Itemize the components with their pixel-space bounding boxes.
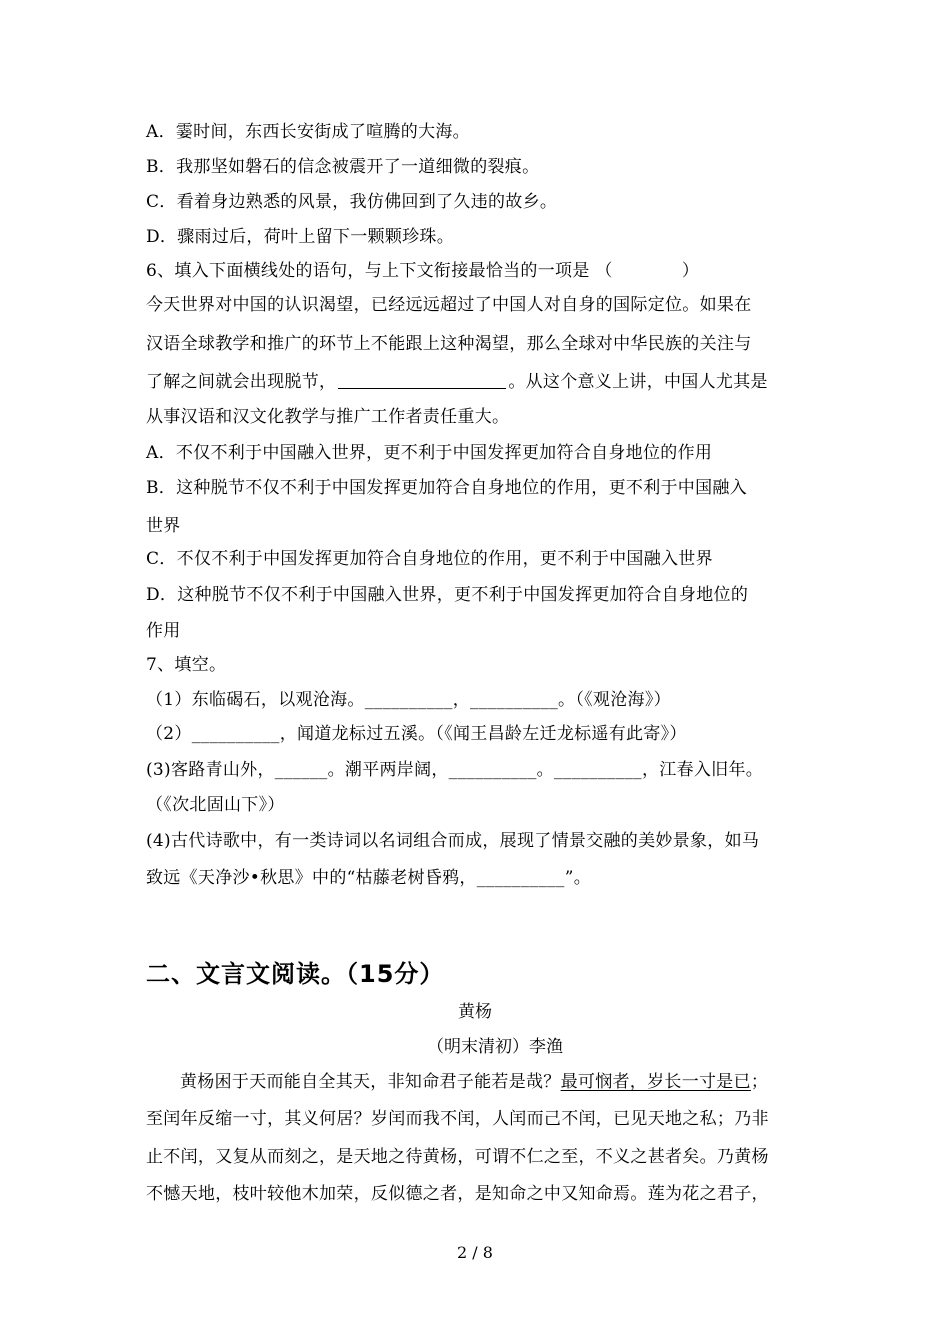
- passage-author: （明末清初）李渔: [427, 1037, 563, 1057]
- q5-option-b: B．我那坚如磐石的信念被震开了一道细微的裂痕。: [146, 157, 540, 177]
- q6-option-b: B．这种脱节不仅不利于中国发挥更加符合自身地位的作用，更不利于中国融入: [146, 478, 747, 498]
- q7-stem: 7、填空。: [146, 655, 227, 675]
- passage-line: 止不闰，又复从而刻之，是天地之待黄杨，可谓不仁之至，不义之甚者矣。乃黄杨: [146, 1147, 769, 1167]
- q7-item-2: （2）__________，闻道龙标过五溪。（《闻王昌龄左迁龙标遥有此寄》）: [146, 724, 687, 744]
- q6-passage-line: 今天世界对中国的认识渴望，已经远远超过了中国人对自身的国际定位。如果在: [146, 295, 752, 315]
- q5-option-a: A．霎时间，东西长安街成了喧腾的大海。: [146, 122, 470, 142]
- q7-item-3-cont: （《次北固山下》）: [146, 795, 285, 815]
- page-number: 2 / 8: [457, 1243, 493, 1262]
- passage-line: 至闰年反缩一寸，其义何居？岁闰而我不闰，人闰而己不闰，已见天地之私；乃非: [146, 1109, 769, 1129]
- q6-option-d-cont: 作用: [146, 621, 181, 641]
- q5-option-c: C．看着身边熟悉的风景，我仿佛回到了久违的故乡。: [146, 192, 558, 212]
- passage-text: ；: [750, 1072, 769, 1092]
- passage-title: 黄杨: [458, 1002, 492, 1022]
- q7-item-4-cont: 致远《天净沙•秋思》中的“枯藤老树昏鸦，__________”。: [146, 868, 592, 888]
- q6-answer-blank: [338, 372, 506, 389]
- q6-passage-line: 从事汉语和汉文化教学与推广工作者责任重大。: [146, 407, 510, 427]
- q6-passage-text: 了解之间就会出现脱节，: [146, 372, 337, 392]
- q7-item-4: (4)古代诗歌中，有一类诗词以名词组合而成，展现了情景交融的美妙景象，如马: [146, 831, 760, 851]
- q6-passage-text: 。从这个意义上讲，中国人尤其是: [508, 372, 768, 392]
- q6-option-c: C．不仅不利于中国发挥更加符合自身地位的作用，更不利于中国融入世界: [146, 549, 713, 569]
- q6-stem: 6、填入下面横线处的语句，与上下文衔接最恰当的一项是 （ ）: [146, 261, 700, 281]
- underlined-sentence: 最可悯者，岁长一寸是已: [560, 1072, 751, 1092]
- q6-option-a: A．不仅不利于中国融入世界，更不利于中国发挥更加符合自身地位的作用: [146, 443, 713, 463]
- q6-passage-line: 汉语全球教学和推广的环节上不能跟上这种渴望，那么全球对中华民族的关注与: [146, 334, 752, 354]
- q7-item-3: (3)客路青山外，______。潮平两岸阔，__________。__________，江春入旧年。: [146, 760, 764, 780]
- q6-option-b-cont: 世界: [146, 516, 181, 536]
- q6-passage-line: [146, 370, 768, 394]
- q7-item-1: （1）东临碣石，以观沧海。__________，__________。（《观沧海》）: [146, 690, 671, 710]
- passage-line: [180, 1070, 768, 1094]
- q6-option-d: D．这种脱节不仅不利于中国融入世界，更不利于中国发挥更加符合自身地位的: [146, 585, 749, 605]
- passage-line: 不憾天地，枝叶较他木加荣，反似德之者，是知命之中又知命焉。莲为花之君子，: [146, 1184, 769, 1204]
- passage-text: 黄杨困于天而能自全其天，非知命君子能若是哉？: [180, 1072, 561, 1092]
- section-heading: 二、文言文阅读。（15分）: [146, 960, 445, 988]
- q5-option-d: D．骤雨过后，荷叶上留下一颗颗珍珠。: [146, 227, 455, 247]
